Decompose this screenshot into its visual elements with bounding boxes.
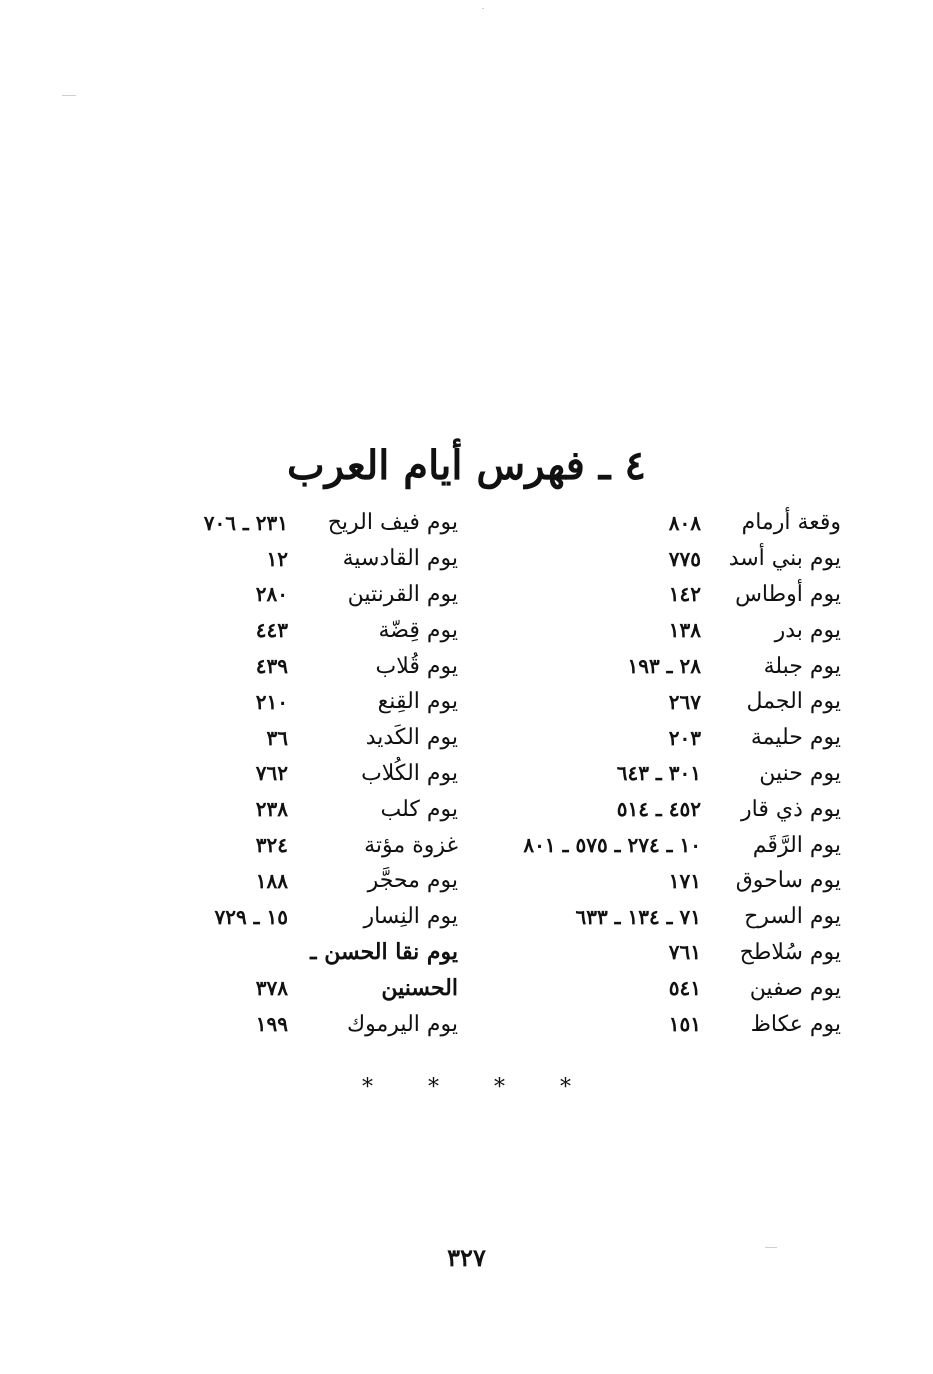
entry-name: يوم نقا الحسن ـ [310, 939, 458, 966]
index-entry [481, 863, 841, 899]
entry-name: وقعة أرمام [741, 510, 841, 536]
entry-pages: ١٠ ـ ٢٧٤ ـ ٥٧٥ ـ ٨٠١ [523, 833, 701, 858]
index-entry [158, 791, 458, 827]
entry-name: يوم بدر [774, 617, 841, 643]
index-entry [158, 541, 458, 577]
index-entry [481, 577, 841, 613]
scan-speck-left [62, 95, 76, 96]
entry-name: يوم ذي قار [741, 796, 841, 822]
index-column-left [158, 505, 458, 1042]
entry-pages: ٤٣٩ [255, 654, 288, 679]
entry-name: يوم صفين [749, 975, 841, 1001]
index-entry [158, 899, 458, 935]
entry-pages: ٢٣٨ [255, 797, 288, 822]
separator-asterisk: * [560, 1075, 571, 1100]
entry-pages: ٧١ ـ ١٣٤ ـ ٦٣٣ [575, 904, 701, 929]
entry-pages: ٣٧٨ [255, 976, 288, 1001]
entry-name: يوم اليرموك [347, 1011, 458, 1037]
index-entry [481, 756, 841, 792]
index-entry [481, 827, 841, 863]
index-entry [481, 935, 841, 971]
index-entry [158, 612, 458, 648]
entry-pages: ٣٢٤ [255, 833, 288, 858]
entry-pages: ٧٦١ [668, 940, 701, 965]
section-separator [0, 1075, 933, 1100]
entry-pages: ٢٨ ـ ١٩٣ [627, 654, 701, 679]
index-entry [481, 720, 841, 756]
entry-name: يوم القرنتين [347, 581, 458, 607]
index-entry [158, 1006, 458, 1042]
entry-pages: ٧٧٥ [668, 546, 701, 571]
index-entry [481, 684, 841, 720]
index-column-right [481, 505, 841, 1042]
entry-pages: ١٩٩ [255, 1012, 288, 1037]
entry-pages: ٢٣١ ـ ٧٠٦ [203, 510, 288, 535]
entry-name: يوم فيف الريح [327, 510, 458, 536]
entry-name: يوم القادسية [342, 546, 458, 572]
index-entry [158, 970, 458, 1006]
entry-pages: ٢٦٧ [668, 689, 701, 714]
index-entry [158, 935, 458, 971]
entry-pages: ٣٦ [266, 725, 288, 750]
page-title: ٤ ـ فهرس أيام العرب [287, 441, 646, 489]
entry-name: يوم سُلاطح [739, 939, 841, 965]
entry-name: يوم الكَديد [365, 725, 458, 751]
entry-name: يوم عكاظ [750, 1011, 841, 1037]
index-entry [481, 648, 841, 684]
index-entry [481, 899, 841, 935]
entry-pages: ٢١٠ [255, 689, 288, 714]
entry-name: يوم محجَّر [367, 868, 458, 894]
entry-pages: ١٢ [266, 546, 288, 571]
index-entry [481, 791, 841, 827]
page-number: ٣٢٧ [447, 1243, 486, 1272]
entry-name: يوم القِنع [377, 689, 458, 715]
entry-name: يوم بني أسد [728, 546, 841, 572]
entry-pages: ٥٤١ [668, 976, 701, 1001]
index-entry [158, 505, 458, 541]
index-entry [158, 827, 458, 863]
entry-pages: ١٥ ـ ٧٢٩ [214, 904, 288, 929]
entry-name: يوم السرح [744, 904, 841, 930]
index-entry [158, 648, 458, 684]
entry-name: الحسنين [381, 975, 458, 1002]
separator-asterisk: * [362, 1075, 373, 1100]
entry-name: غزوة مؤتة [364, 832, 458, 858]
entry-name: يوم قُلاب [375, 653, 458, 679]
entry-name: يوم الكُلاب [361, 760, 458, 786]
separator-asterisk: * [494, 1075, 505, 1100]
entry-pages: ١٧١ [668, 868, 701, 893]
index-entry [481, 612, 841, 648]
index-entry [481, 970, 841, 1006]
entry-pages: ٢٨٠ [255, 582, 288, 607]
index-entry [158, 684, 458, 720]
entry-pages: ١٣٨ [668, 618, 701, 643]
entry-name: يوم الرَّقَم [752, 832, 841, 858]
entry-pages: ٢٠٣ [668, 725, 701, 750]
entry-pages: ٧٦٢ [255, 761, 288, 786]
entry-pages: ١٥١ [668, 1012, 701, 1037]
entry-pages: ١٤٢ [668, 582, 701, 607]
entry-pages: ٣٠١ ـ ٦٤٣ [616, 761, 701, 786]
index-entry [158, 720, 458, 756]
index-entry [481, 541, 841, 577]
entry-pages: ١٨٨ [255, 868, 288, 893]
entry-name: يوم حنين [759, 760, 841, 786]
entry-pages: ٤٤٣ [255, 618, 288, 643]
entry-name: يوم جبلة [763, 653, 841, 679]
entry-name: يوم حليمة [750, 725, 841, 751]
index-entry [158, 756, 458, 792]
index-entry [158, 863, 458, 899]
entry-name: يوم كلب [380, 796, 458, 822]
index-entry [481, 1006, 841, 1042]
entry-name: يوم أوطاس [735, 581, 841, 607]
index-entry [481, 505, 841, 541]
entry-pages: ٤٥٢ ـ ٥١٤ [616, 797, 701, 822]
entry-name: يوم الجمل [746, 689, 841, 715]
scan-speck-top [482, 8, 484, 9]
entry-name: يوم النِسار [363, 904, 458, 930]
entry-pages: ٨٠٨ [668, 510, 701, 535]
entry-name: يوم ساحوق [735, 868, 841, 894]
index-entry [158, 577, 458, 613]
separator-asterisk: * [428, 1075, 439, 1100]
entry-name: يوم قِضّة [378, 617, 458, 643]
